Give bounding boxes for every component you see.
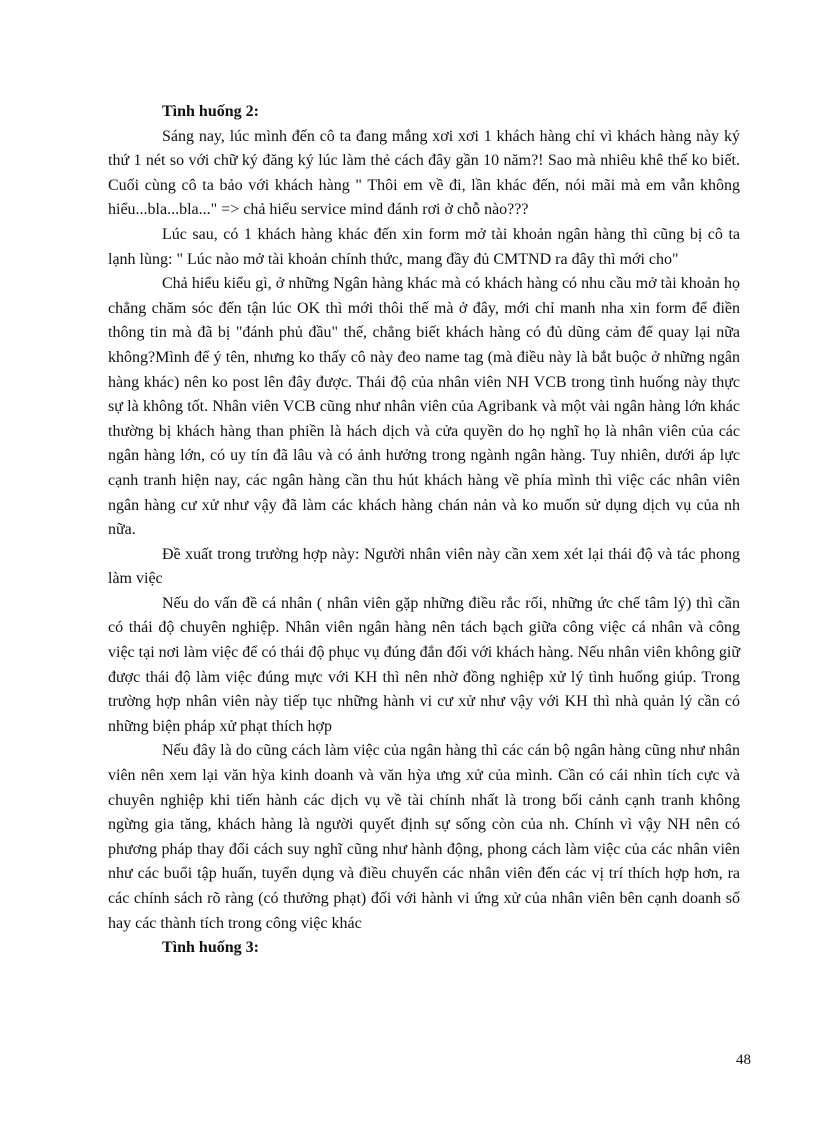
paragraph-personal-issue: Nếu do vấn đề cá nhân ( nhân viên gặp những điều rắc rối, những ức chế tâm lý) thì cần có thái độ chuyên nghiệp. Nhân viên ngân hàng nên tách bạch giữa công việc cá nhân và công việc tại nơi làm việc để có thái độ phục vụ đúng đắn đối với khách hàng. Nếu nhân viên không giữ được thái độ làm việc đúng mực với KH thì nên nhờ đồng nghiệp xử lý tình huống giúp. Trong trường hợp nhân viên này tiếp tục những hành vi cư xử như vậy với KH thì nhà quản lý cần có những biện pháp xử phạt thích hợp: [108, 594, 740, 735]
paragraph-morning-incident: Sáng nay, lúc mình đến cô ta đang mắng xơi xơi 1 khách hàng chỉ vì khách hàng này ký thứ 1 nét so với chữ ký đăng ký lúc làm thẻ cách đây gần 10 năm?! Sao mà nhiêu khê thế ko biết. Cuối cùng cô ta bảo với khách hàng " Thôi em về đi, lần khác đến, nói mãi mà em vẫn không hiểu...bla...bla..." => chả hiểu service mind đánh rơi ở chỗ nào???: [108, 127, 740, 219]
paragraph-proposal: Đề xuất trong trường hợp này: Người nhân viên này cần xem xét lại thái độ và tác phong làm việc: [108, 545, 740, 588]
document-page: [108, 100, 740, 961]
paragraph-form-request: Lúc sau, có 1 khách hàng khác đến xin form mở tài khoản ngân hàng thì cũng bị cô ta lạnh lùng: " Lúc nào mở tài khoản chính thức, mang đầy đủ CMTND ra đây thì mới cho": [108, 225, 740, 268]
heading-situation-3: Tình huống 3:: [162, 939, 259, 957]
page-number: 48: [736, 1052, 751, 1068]
paragraph-analysis: Chả hiểu kiểu gì, ở những Ngân hàng khác mà có khách hàng có nhu cầu mở tài khoản họ chẳng chăm sóc đến tận lúc OK thì mới thôi thế mà ở đây, mới chỉ manh nha xin form để điền thông tin mà đã bị "đánh phủ đầu" thế, chẳng biết khách hàng có đủ dũng cảm để quay lại nữa không?Mình để ý tên, nhưng ko thấy cô này đeo name tag (mà điều này là bắt buộc ở những ngân hàng khác) nên ko post lên đây được. Thái độ của nhân viên NH VCB trong tình huống này thực sự là không tốt. Nhân viên VCB cũng như nhân viên của Agribank và một vài ngân hàng lớn khác thường bị khách hàng than phiền là hách dịch và cửa quyền do họ nghĩ họ là nhân viên của các ngân hàng lớn, có uy tín đã lâu và có ảnh hưởng trong ngành ngân hàng. Tuy nhiên, dưới áp lực cạnh tranh hiện nay, các ngân hàng cần thu hút khách hàng về phía mình thì việc các nhân viên ngân hàng cư xử như vậy đã làm các khách hàng chán nản và ko muốn sử dụng dịch vụ của nh nữa.: [108, 275, 740, 539]
paragraph-bank-culture: Nếu đây là do cũng cách làm việc của ngân hàng thì các cán bộ ngân hàng cũng như nhân viên nên xem lại văn hỳa kinh doanh và văn hỳa ưng xử của mình. Cần có cái nhìn tích cực và chuyên nghiệp khi tiến hành các dịch vụ về tài chính nhất là trong bối cảnh cạnh tranh không ngừng gia tăng, khách hàng là người quyết định sự sống còn của nh. Chính vì vậy NH nên có phương pháp thay đổi cách suy nghĩ cũng như hành động, phong cách làm việc của các nhân viên như các buổi tập huấn, tuyển dụng và điều chuyển các nhân viên đến các vị trí thích hợp hơn, ra các chính sách rõ ràng (có thưởng phạt) đối với hành vi ứng xử của nhân viên bên cạnh doanh số hay các thành tích trong công việc khác: [108, 742, 740, 932]
heading-situation-2: Tình huống 2:: [162, 103, 259, 120]
